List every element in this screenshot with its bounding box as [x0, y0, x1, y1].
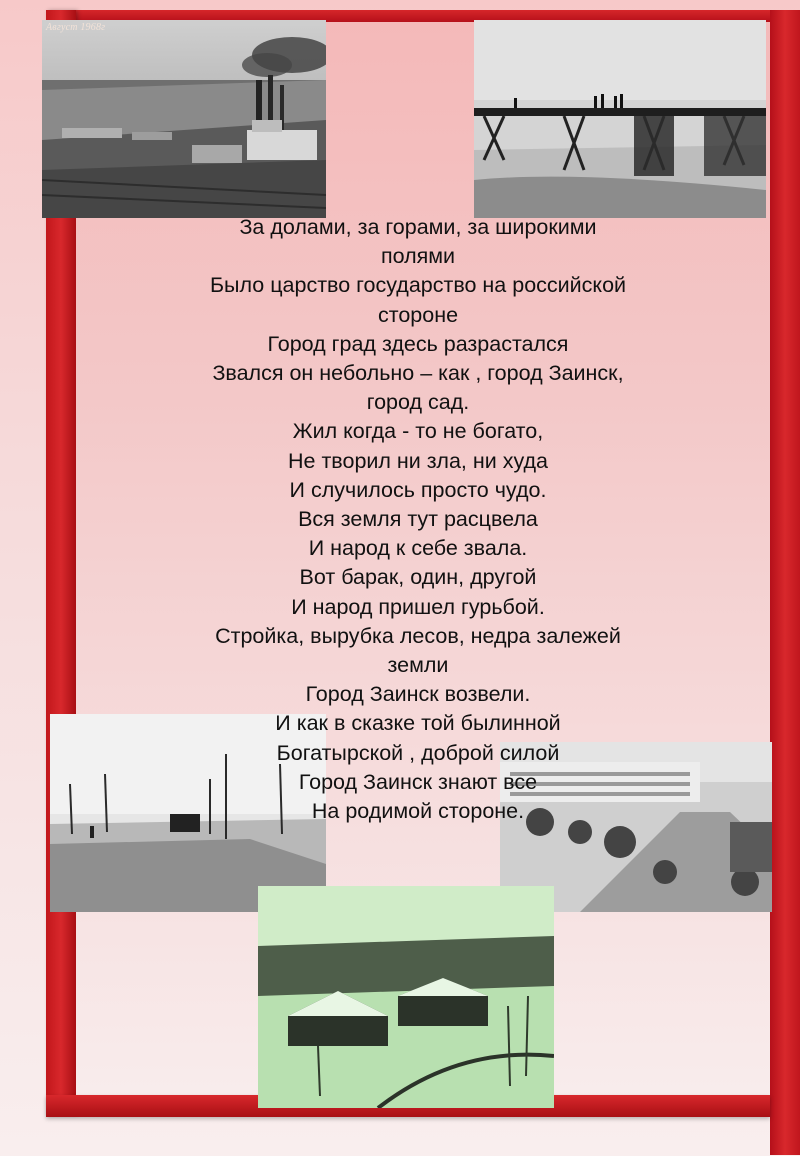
red-frame-right [770, 10, 800, 1155]
bridge-photo [474, 20, 766, 218]
poem-line: Звался он небольно – как , город Заинск, [212, 361, 624, 386]
poem-line: И как в сказке той былинной [275, 711, 561, 736]
poem-line: Жил когда - то не богато, [292, 419, 544, 444]
poem-line: На родимой стороне. [311, 799, 525, 824]
poem-text [80, 213, 756, 826]
poem-line: Было царство государство на российской [209, 273, 627, 298]
factory-photo-caption: Август 1968г [46, 22, 106, 33]
poem-line: За долами, за горами, за широкими [239, 215, 597, 239]
poem-line: Стройка, вырубка лесов, недра залежей [215, 623, 621, 648]
factory-photo [42, 20, 326, 218]
poem-line: Богатырской , доброй силой [276, 740, 560, 765]
poem-line: И случилось просто чудо. [289, 477, 547, 502]
poem-line: И народ к себе звала. [308, 536, 528, 561]
poem-line: Город град здесь разрастался [267, 331, 569, 356]
poem-line: земли [387, 653, 449, 678]
poem-line: Вот барак, один, другой [299, 565, 537, 590]
poem-line: полями [380, 244, 456, 269]
poem-line: Не творил ни зла, ни худа [288, 448, 548, 473]
poem-line: город сад. [366, 390, 470, 415]
poem-line: Город Заинск возвели. [305, 682, 531, 707]
winter-village-photo [258, 886, 554, 1108]
poem-line: стороне [377, 302, 459, 327]
poem-line: И народ пришел гурьбой. [291, 594, 545, 619]
poem-line: Вся земля тут расцвела [298, 507, 538, 532]
poem-line: Город Заинск знают все [298, 769, 538, 794]
